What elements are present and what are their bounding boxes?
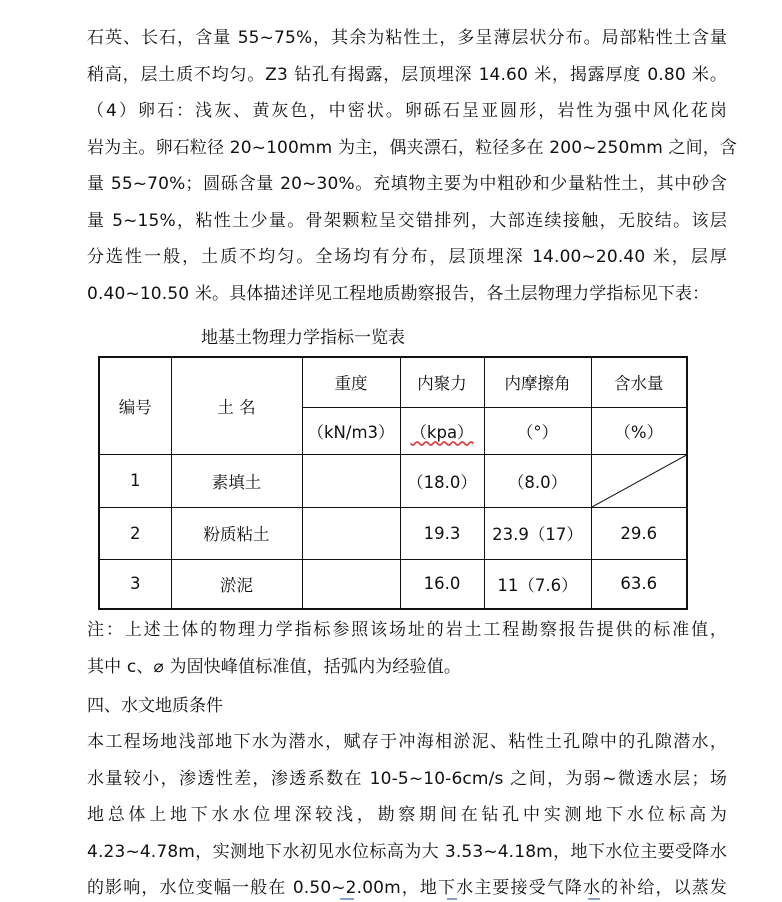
text-line: 量 55~70%；圆砾含量 20~30%。充填物主要为中粗砂和少量粘性土，其中砂含 <box>87 174 727 194</box>
unit-water: （%） <box>591 407 687 454</box>
cell-density <box>302 454 400 507</box>
cell-cohesion: 16.0 <box>400 559 484 609</box>
paragraph-table-note <box>87 612 727 685</box>
cell-name: 素填土 <box>171 454 302 507</box>
text-line: 水量较小，渗透性差，渗透系数在 10-5~10-6cm/s 之间，为弱~微透水层；场 <box>87 768 727 789</box>
cell-no: 1 <box>99 454 171 507</box>
unit-friction: （°） <box>484 407 591 454</box>
cell-density <box>302 507 400 559</box>
table-header-row <box>99 357 687 407</box>
text-line: （4）卵石：浅灰、黄灰色，中密状。卵砾石呈亚圆形，岩性为强中风化花岗 <box>87 101 727 121</box>
header-cohesion: 内聚力 <box>400 357 484 407</box>
text-line: 稍高，层土质不均匀。Z3 钻孔有揭露，层顶埋深 14.60 米，揭露厚度 0.80 米。 <box>87 64 727 85</box>
text-line: 本工程场地浅部地下水为潜水，赋存于冲海相淤泥、粘性土孔隙中的孔隙潜水， <box>87 732 727 752</box>
header-no: 编号 <box>99 357 171 454</box>
paragraph-soil-description <box>87 20 738 312</box>
cell-name: 粉质粘土 <box>171 507 302 559</box>
text-line: 石英、长石，含量 55~75%，其余为粘性土，多呈薄层状分布。局部粘性土含量 <box>87 28 727 48</box>
header-water: 含水量 <box>591 357 687 407</box>
cell-density <box>302 559 400 609</box>
header-name: 土 名 <box>171 357 302 454</box>
text-line: 4.23~4.78m，实测地下水初见水位标高为大 3.53~4.18m，地下水位主要受降水 <box>87 841 727 862</box>
scroll-mark <box>588 898 600 900</box>
unit-density: （kN/m3） <box>302 407 400 454</box>
cell-water: 63.6 <box>591 559 687 609</box>
cell-cohesion: （18.0） <box>400 454 484 507</box>
text-line: 量 5~15%，粘性土少量。骨架颗粒呈交错排列，大部连续接触，无胶结。该层 <box>87 210 727 231</box>
paragraph-hydrogeology <box>87 724 727 902</box>
header-friction: 内摩擦角 <box>484 357 591 407</box>
section-heading: 四、水文地质条件 <box>87 696 223 716</box>
cell-cohesion: 19.3 <box>400 507 484 559</box>
cell-water: 29.6 <box>591 507 687 559</box>
scroll-mark <box>447 898 457 900</box>
text-line: 分选性一般，土质不均匀。全场均有分布，层顶埋深 14.00~20.40 米，层厚 <box>87 247 727 267</box>
text-line: 地总体上地下水水位埋深较浅，勘察期间在钻孔中实测地下水位标高为 <box>87 805 727 825</box>
text-line: 0.40~10.50 米。具体描述详见工程地质勘察报告，各土层物理力学指标见下表： <box>87 283 710 304</box>
cell-name: 淤泥 <box>171 559 302 609</box>
diagonal-slash <box>592 455 687 507</box>
soil-properties-table <box>98 356 688 610</box>
unit-cohesion-text: （kpa） <box>410 422 474 442</box>
text-line: 的影响，水位变幅一般在 0.50~2.00m，地下水主要接受气降水的补给，以蒸发 <box>87 878 727 898</box>
table-row <box>99 454 687 507</box>
cell-water-empty-diagonal <box>591 454 687 507</box>
header-density: 重度 <box>302 357 400 407</box>
text-line: 注：上述土体的物理力学指标参照该场址的岩土工程勘察报告提供的标准值， <box>87 620 727 640</box>
text-line: 岩为主。卵石粒径 20~100mm 为主，偶夹漂石，粒径多在 200~250mm 之间，含 <box>87 137 738 158</box>
cell-no: 3 <box>99 559 171 609</box>
table-row <box>99 507 687 559</box>
scroll-mark <box>340 898 354 900</box>
text-line: 其中 c、⌀ 为固快峰值标准值，括弧内为经验值。 <box>87 656 461 677</box>
cell-no: 2 <box>99 507 171 559</box>
cell-friction: 11（7.6） <box>484 559 591 609</box>
cell-friction: 23.9（17） <box>484 507 591 559</box>
page-bottom-marks <box>0 896 782 902</box>
table-row <box>99 559 687 609</box>
table-title: 地基土物理力学指标一览表 <box>201 328 405 348</box>
unit-cohesion <box>400 407 484 454</box>
cell-friction: （8.0） <box>484 454 591 507</box>
